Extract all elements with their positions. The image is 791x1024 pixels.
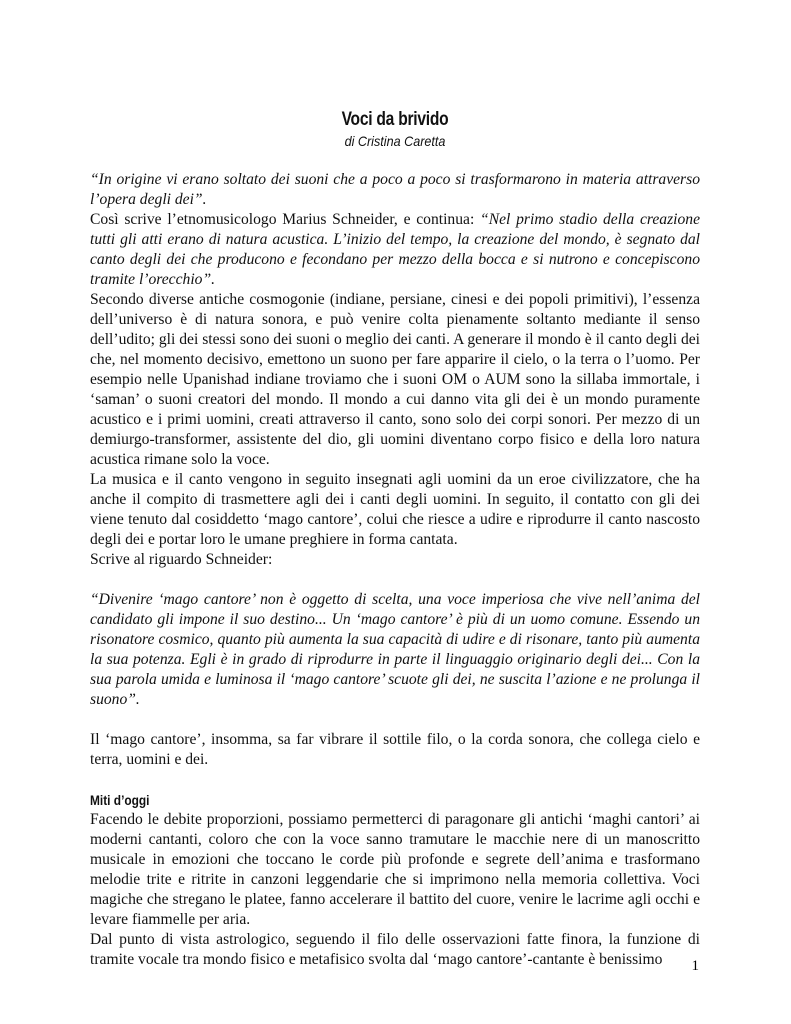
paragraph-astrology: Dal punto di vista astrologico, seguendo il filo delle osservazioni fatte finora, la funzione di tramite vocale tra mondo fisico e metafisico svolta dal ‘mago cantore’-cantante è benissimo [90,931,700,968]
page-number: 1 [691,958,699,974]
spacer [90,570,700,590]
paragraph-schneider [90,210,700,290]
paragraph-schneider-lead: Così scrive l’etnomusicologo Marius Schneider, e continua: [90,211,481,228]
paragraph-mago-cantore: Il ‘mago cantore’, insomma, sa far vibrare il sottile filo, o la corda sonora, che collega cielo e terra, uomini e dei. [90,731,700,768]
paragraph-cosmogonies: Secondo diverse antiche cosmogonie (indiane, persiane, cinesi e dei popoli primitivi), l’essenza dell’universo è di natura sonora, e può venire colta pienamente soltanto mediante il senso dell’udito; gli dei stessi sono dei suoni o meglio dei canti. A generare il mondo è il canto degli dei che, nel momento decisivo, emettono un suono per fare apparire il cielo, o la terra o l’uomo. Per esempio nelle Upanishad indiane troviamo che i suoni OM o AUM sono la sillaba immortale, i ‘saman’ o suoni creatori del mondo. Il mondo a cui danno vita gli dei è un mondo puramente acustico e i primi uomini, creati attraverso il canto, sono solo dei corpi sonori. Per mezzo di un demiurgo-transformer, assistente del dio, gli uomini diventano corpo fisico e della loro natura acustica rimane solo la voce. [90,291,700,468]
document-author: di Cristina Caretta [344,133,446,149]
document-title: Voci da brivido [341,109,449,130]
section-heading: Miti d’oggi [90,792,150,808]
paragraph-schneider-quote: “Nel primo stadio della creazione tutti gli atti erano di natura acustica. L’inizio del tempo, la creazione del mondo, è segnato dal canto degli dei che producono e fecondano per mezzo della bocca e si nutrono e concepiscono tramite l’orecchio”. [90,211,700,288]
paragraph-modern-singers: Facendo le debite proporzioni, possiamo permetterci di paragonare gli antichi ‘maghi cantori’ ai moderni cantanti, coloro che con la voce sanno tramutare le macchie nere di un manoscritto musicale in emozioni che toccano le corde più profonde e segrete dell’anima e trasformano melodie trite e ritrite in canzoni leggendarie che si imprimono nella memoria collettiva. Voci magiche che stregano le platee, fanno accelerare il battito del cuore, venire le lacrime agli occhi e levare fiammelle per aria. [90,811,700,928]
paragraph-mago-cantore-quote: “Divenire ‘mago cantore’ non è oggetto di scelta, una voce imperiosa che vive nell’anima del candidato gli impone il suo destino... Un ‘mago cantore’ è più di un uomo comune. Essendo un risonatore cosmico, quanto più aumenta la sua capacità di udire e di risonare, tanto più aumenta la sua potenza. Egli è in grado di riprodurre in parte il linguaggio originario degli dei... Con la sua parola umida e luminosa il ‘mago cantore’ scuote gli dei, ne suscita l’azione e ne prolunga il suono”. [90,591,700,708]
paragraph-music-song: La musica e il canto vengono in seguito insegnati agli uomini da un eroe civilizzatore, che ha anche il compito di trasmettere agli dei i canti degli uomini. In seguito, il contatto con gli dei viene tenuto dal cosiddetto ‘mago cantore’, colui che riesce a udire e riprodurre il canto nascosto degli dei e portar loro le umane preghiere in forma cantata. [90,471,700,548]
spacer [90,770,700,790]
spacer [90,710,700,730]
paragraph-scrive: Scrive al riguardo Schneider: [90,551,273,568]
paragraph-opening-quote: “In origine vi erano soltato dei suoni che a poco a poco si trasformarono in materia attraverso l’opera degli dei”. [90,171,700,208]
document-page [90,108,700,970]
